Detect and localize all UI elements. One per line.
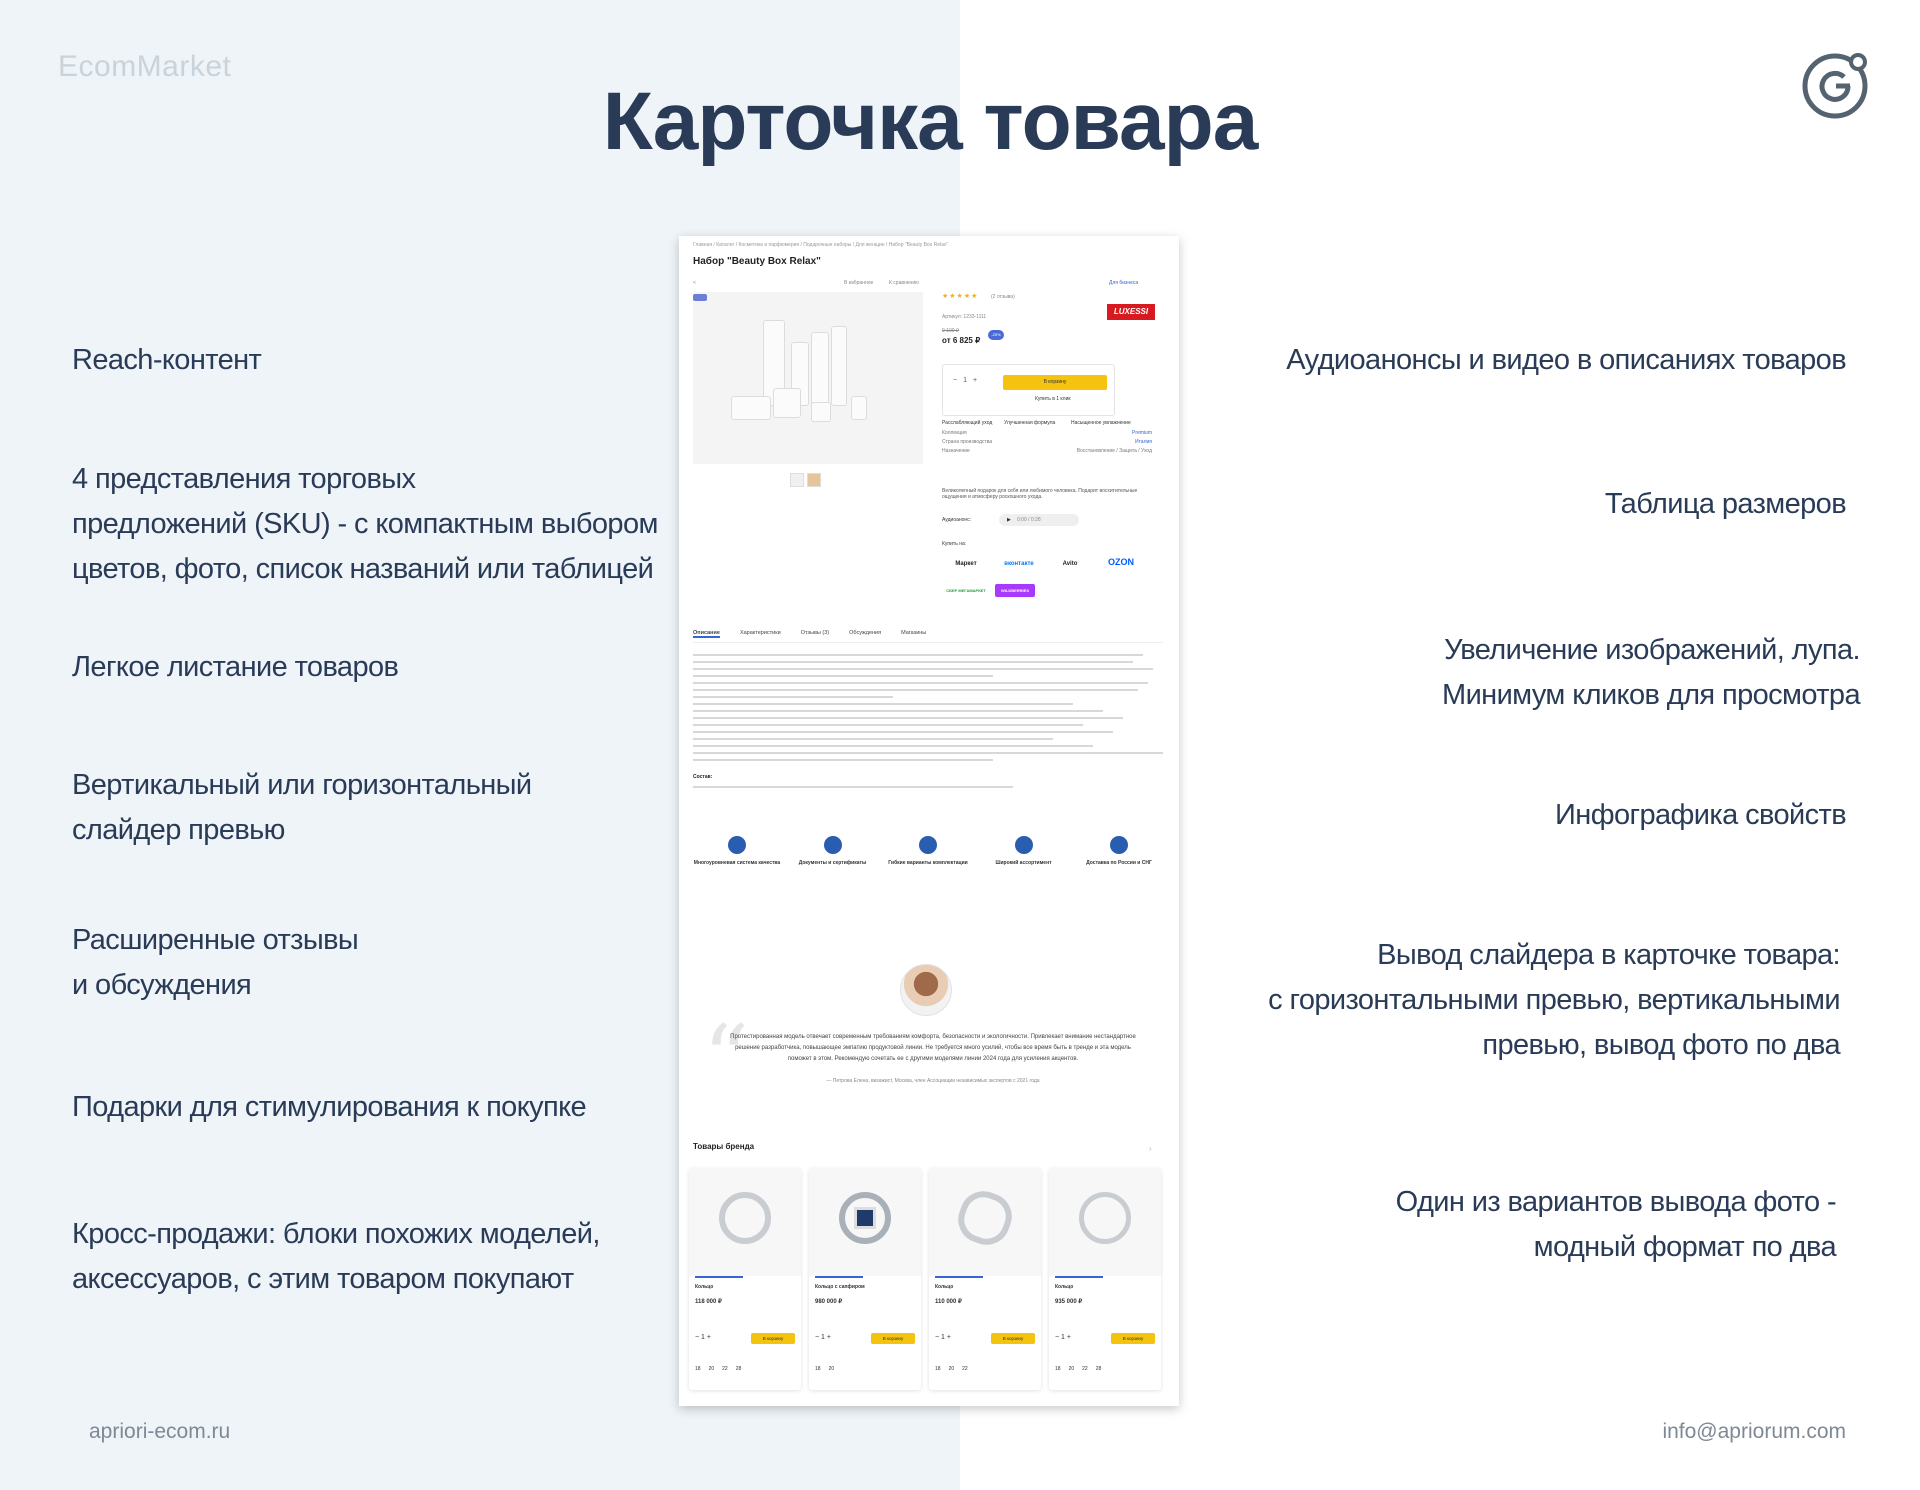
product-card[interactable] <box>1049 1168 1161 1390</box>
product-price: 110 000 ₽ <box>935 1299 962 1305</box>
product-price: 935 000 ₽ <box>1055 1299 1083 1305</box>
brand-products-list <box>689 1168 1169 1390</box>
slider-indicator <box>935 1276 983 1278</box>
product-name[interactable]: Кольцо <box>935 1284 954 1290</box>
product-bottle <box>831 326 847 406</box>
for-business-link[interactable]: Для бизнеса <box>1109 280 1139 286</box>
footer-site[interactable]: apriori-ecom.ru <box>89 1420 231 1443</box>
rating-stars: ★★★★★ <box>942 293 979 300</box>
description-line <box>693 654 1143 656</box>
compare-link[interactable]: К сравнению <box>889 280 919 286</box>
breadcrumb[interactable]: Главная / Каталог / Косметика и парфюмерия / Подарочные наборы / Для женщин / Набор "Beauty Box Relax" <box>693 242 949 248</box>
infographic-item: Документы и сертификаты <box>789 836 877 866</box>
product-jar <box>851 396 867 420</box>
description-line <box>693 696 893 698</box>
product-price: 118 000 ₽ <box>695 1299 722 1305</box>
page-title: Карточка товара <box>602 76 1258 167</box>
feature-preview-slider: Вертикальный или горизонтальный слайдер превью <box>72 769 532 846</box>
add-to-cart-button[interactable]: В корзину <box>1111 1333 1155 1344</box>
size-option[interactable]: 28 <box>735 1366 742 1372</box>
gallery-thumb[interactable] <box>790 473 804 487</box>
infographic-item: Доставка по России и СНГ <box>1075 836 1163 866</box>
reviews-count[interactable]: (2 отзыва) <box>991 294 1015 300</box>
avatar <box>900 964 952 1016</box>
brand-name: EcomMarket <box>58 50 232 83</box>
infographics-row <box>693 836 1163 866</box>
quantity-stepper[interactable]: − 1 + <box>1055 1334 1071 1341</box>
size-option[interactable]: 18 <box>815 1366 821 1372</box>
quantity-stepper[interactable]: − 1 + <box>695 1334 711 1341</box>
brand-badge[interactable]: LUXESSI <box>1107 304 1155 320</box>
infographic-item: Широкий ассортимент <box>980 836 1068 866</box>
size-options <box>935 1366 968 1372</box>
add-to-cart-button[interactable]: В корзину <box>871 1333 915 1344</box>
description-line <box>693 752 1163 754</box>
ring-image <box>1079 1192 1131 1244</box>
sku-label: Артикул: 1233-1111 <box>942 314 987 320</box>
product-tabs <box>693 630 1163 643</box>
feature-reviews: Расширенные отзывы и обсуждения <box>72 924 359 1001</box>
size-option[interactable]: 20 <box>708 1366 715 1372</box>
feature-size-table: Таблица размеров <box>1604 488 1846 520</box>
infographic-item: Многоуровневая система качества <box>693 836 781 866</box>
product-name[interactable]: Кольцо с сапфиром <box>815 1284 865 1290</box>
product-price: 980 000 ₽ <box>815 1299 843 1305</box>
chevron-right-icon[interactable]: › <box>1149 1144 1152 1153</box>
one-click-button[interactable]: Купить в 1 клик <box>1035 396 1071 402</box>
discount-badge: -25% <box>988 330 1004 340</box>
brand-products-title: Товары бренда <box>693 1142 755 1151</box>
expert-quote: Протестированная модель отвечает современным требованиям комфорта, безопасности и экологичности. Привлекает внимание нестандартное решение разработчика, повышающее эмпатию продуктовой линии. Не требуется много усилий, чтобы все время быть в тренде и эта модель поможет в этом. Рекомендую сочетать ее с другими моделями линии 2024 года для усиления акцентов. <box>730 1034 1136 1062</box>
size-option[interactable]: 22 <box>722 1366 728 1372</box>
chip: Насыщенное увлажнение <box>1071 420 1131 426</box>
product-title: Набор "Beauty Box Relax" <box>693 256 821 267</box>
product-card[interactable] <box>809 1168 921 1390</box>
sapphire-stone <box>854 1207 876 1229</box>
quantity-stepper[interactable]: − 1 + <box>815 1334 831 1341</box>
feature-gifts: Подарки для стимулирования к покупке <box>72 1091 587 1123</box>
description-line <box>693 745 1093 747</box>
document-icon <box>824 836 842 854</box>
size-option[interactable]: 20 <box>828 1366 835 1372</box>
size-option[interactable]: 22 <box>1082 1366 1088 1372</box>
check-icon <box>728 836 746 854</box>
buy-box <box>942 364 1115 416</box>
short-description: Великолепный подарок для себя или любимого человека. Подарит восхитительные ощущения и атмосферу роскошного ухода. <box>942 488 1138 500</box>
size-option[interactable]: 18 <box>935 1366 941 1372</box>
product-jar <box>811 402 831 422</box>
marketplace-vk[interactable]: вконтакте <box>1004 561 1034 567</box>
size-option[interactable]: 28 <box>1095 1366 1102 1372</box>
slider-indicator <box>815 1276 863 1278</box>
description-line <box>693 675 993 677</box>
marketplace-wildberries[interactable]: WILDBERRIES <box>995 584 1035 597</box>
composition-line <box>693 786 1013 788</box>
slider-indicator <box>1055 1276 1103 1278</box>
marketplace-avito[interactable]: Avito <box>1062 561 1078 567</box>
feature-easy-browsing: Легкое листание товаров <box>72 651 399 683</box>
feature-slider-output: Вывод слайдера в карточке товара: с горизонтальными превью, вертикальными превью, вывод фото по два <box>1268 939 1840 1061</box>
description-line <box>693 738 1053 740</box>
quote-author: — Петрова Елена, визажист, Москва, член Ассоциации независимых экспертов с 2021 года <box>826 1078 1040 1084</box>
product-card[interactable] <box>689 1168 801 1390</box>
ring-image <box>839 1192 891 1244</box>
product-card-mockup <box>679 236 1179 1406</box>
product-box <box>773 388 801 418</box>
audio-player[interactable] <box>999 514 1079 526</box>
product-name[interactable]: Кольцо <box>1055 1284 1074 1290</box>
old-price: 9 100 ₽ <box>942 328 960 334</box>
chip: Расслабляющий уход <box>942 420 993 426</box>
product-box <box>731 396 771 420</box>
product-card[interactable] <box>929 1168 1041 1390</box>
size-option[interactable]: 22 <box>962 1366 968 1372</box>
feature-sku: 4 представления торговых предложений (SKU) - с компактным выбором цветов, фото, список названий или таблицей <box>72 463 658 585</box>
gallery-thumb[interactable] <box>807 473 821 487</box>
product-bottle <box>811 332 829 406</box>
feature-infographics: Инфографика свойств <box>1555 799 1846 831</box>
chip: Улучшенная формула <box>1004 420 1056 426</box>
description-line <box>693 759 993 761</box>
quantity-stepper[interactable]: −1+ <box>953 377 984 384</box>
ring-image <box>719 1192 771 1244</box>
product-gallery[interactable] <box>693 292 923 464</box>
product-properties: Коллекция Premium Страна производства Италия Назначение Восстановление / Защита / Уход <box>942 430 1152 454</box>
quote-icon: “ <box>703 1006 750 1111</box>
tab-stores[interactable]: Магазины <box>901 630 927 636</box>
check-icon <box>1015 836 1033 854</box>
feature-photo-by-two: Один из вариантов вывода фото - модный формат по два <box>1395 1186 1836 1263</box>
description-line <box>693 661 1133 663</box>
add-to-cart-button[interactable]: В корзину <box>1003 375 1107 390</box>
tab-discussions[interactable]: Обсуждения <box>849 630 882 636</box>
quantity-stepper[interactable]: − 1 + <box>935 1334 951 1341</box>
play-icon[interactable]: ▶ <box>1007 517 1011 523</box>
size-options <box>695 1366 741 1372</box>
description-line <box>693 724 1083 726</box>
ring-image <box>952 1185 1019 1252</box>
description-line <box>693 710 1103 712</box>
size-option[interactable]: 20 <box>948 1366 955 1372</box>
marketplace-ozon[interactable]: OZON <box>1108 557 1134 567</box>
infographic-item: Гибкие варианты комплектации <box>884 836 972 866</box>
tab-reviews[interactable]: Отзывы (3) <box>800 630 830 636</box>
box-icon <box>919 836 937 854</box>
description-line <box>693 668 1153 670</box>
audio-time: 0:00 / 0:28 <box>1017 517 1041 523</box>
size-option[interactable]: 20 <box>1068 1366 1075 1372</box>
size-options <box>815 1366 834 1372</box>
add-to-cart-button[interactable]: В корзину <box>991 1333 1035 1344</box>
description-line <box>693 682 1148 684</box>
buy-at-label: Купить на: <box>942 541 967 547</box>
tab-specs[interactable]: Характеристики <box>739 630 781 636</box>
tab-description[interactable]: Описание <box>693 630 720 636</box>
feature-zoom: Увеличение изображений, лупа. Минимум кликов для просмотра <box>1442 634 1860 711</box>
feature-reach-content: Reach-контент <box>72 344 262 376</box>
feature-cross-sell: Кросс-продажи: блоки похожих моделей, аксессуаров, с этим товаром покупают <box>72 1218 600 1295</box>
new-badge <box>693 294 707 301</box>
marketplace-yandex[interactable]: Маркет <box>955 561 977 567</box>
size-option[interactable]: 18 <box>695 1366 701 1372</box>
marketplace-sbermegamarket[interactable]: СБЕР МЕГАМАРКЕТ <box>946 588 986 593</box>
footer-email[interactable]: info@apriorum.com <box>1662 1420 1846 1443</box>
favorites-link[interactable]: В избранное <box>844 280 874 286</box>
audio-label: Аудиоанонс: <box>942 517 972 523</box>
product-name[interactable]: Кольцо <box>695 1284 714 1290</box>
description-line <box>693 731 1113 733</box>
feature-audio-video: Аудиоанонсы и видео в описаниях товаров <box>1286 344 1846 376</box>
description-line <box>693 717 1123 719</box>
share-icon[interactable]: < <box>693 280 696 286</box>
add-to-cart-button[interactable]: В корзину <box>751 1333 795 1344</box>
size-option[interactable]: 18 <box>1055 1366 1061 1372</box>
price: от 6 825 ₽ <box>942 336 981 345</box>
description-line <box>693 689 1138 691</box>
truck-icon <box>1110 836 1128 854</box>
composition-label: Состав: <box>693 774 713 780</box>
size-options <box>1055 1366 1101 1372</box>
slider-indicator <box>695 1276 743 1278</box>
description-line <box>693 703 1073 705</box>
